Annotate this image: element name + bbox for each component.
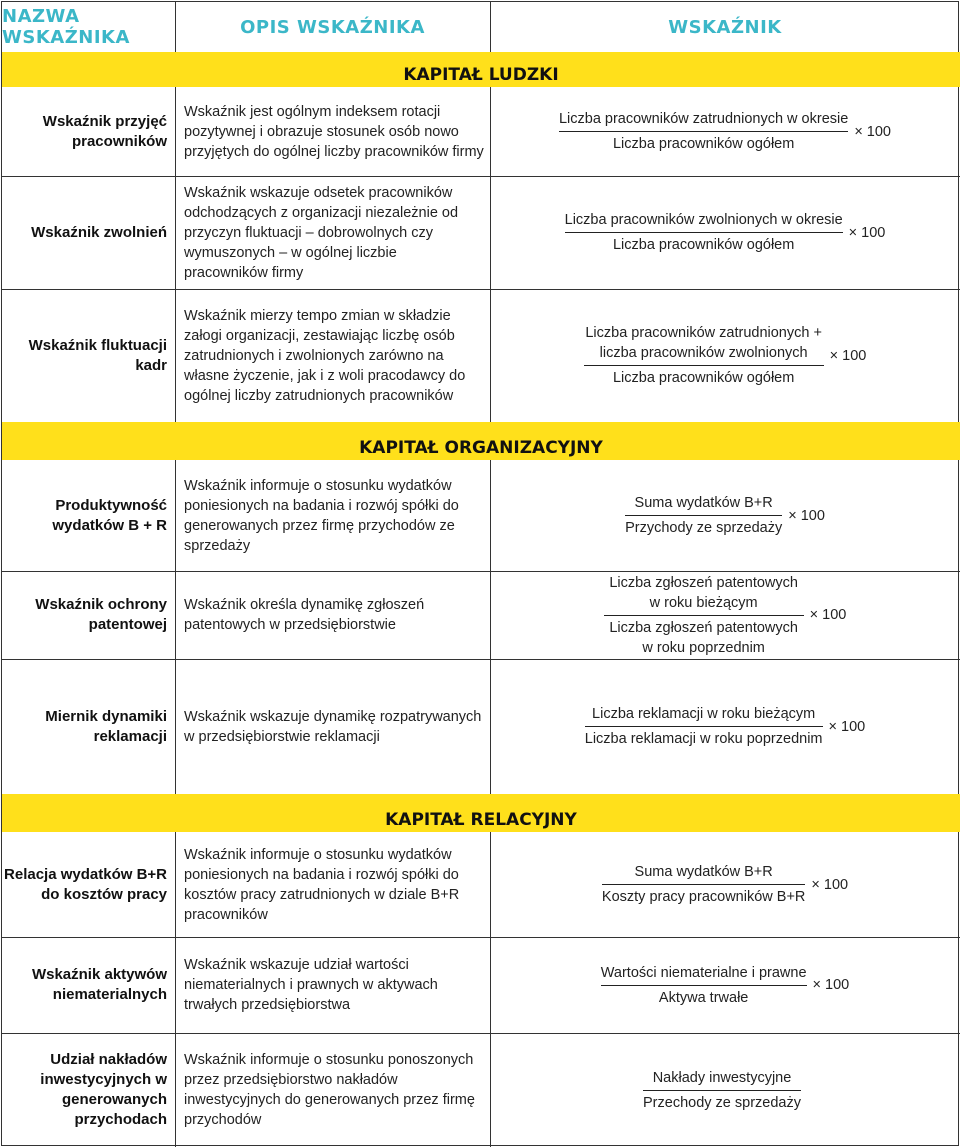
indicator-description: Wskaźnik jest ogólnym indeksem rotacji pozytywnej i obrazuje stosunek osób nowo przyjętych do ogólnej liczby pracowników firmy bbox=[184, 103, 484, 160]
fraction-bar bbox=[604, 615, 804, 616]
formula-fraction bbox=[602, 862, 805, 907]
table-row bbox=[2, 460, 960, 571]
table-row bbox=[2, 937, 960, 1033]
indicator-name: Miernik dynamiki reklamacji bbox=[45, 707, 167, 745]
formula-numerator: Suma wydatków B+R bbox=[634, 864, 773, 880]
header-formula: WSKAŹNIK bbox=[668, 16, 782, 38]
column-divider bbox=[175, 1033, 176, 1147]
formula-fraction bbox=[604, 573, 804, 658]
indicator-name: Wskaźnik aktywów niematerialnych bbox=[31, 966, 167, 1003]
formula-denominator: Przechody ze sprzedaży bbox=[643, 1094, 801, 1111]
column-divider bbox=[175, 937, 176, 1033]
table-row bbox=[2, 571, 960, 659]
column-divider bbox=[490, 1033, 491, 1147]
indicator-formula bbox=[490, 659, 960, 794]
formula-multiplier: × 100 bbox=[828, 718, 866, 735]
column-divider bbox=[490, 937, 491, 1033]
column-divider bbox=[175, 460, 176, 571]
column-divider bbox=[175, 571, 176, 659]
column-divider bbox=[490, 2, 491, 52]
indicator-name: Wskaźnik fluktuacji kadr bbox=[28, 336, 167, 374]
column-divider bbox=[490, 176, 491, 289]
formula-multiplier: × 100 bbox=[809, 607, 847, 623]
formula-multiplier: × 100 bbox=[854, 123, 892, 140]
fraction-bar bbox=[643, 1090, 801, 1091]
indicator-description: Wskaźnik mierzy tempo zmian w składzie załogi organizacji, zestawiając liczbę osób zatrudnionych i zwolnionych zarówno na własne życzenie, jak i z woli pracodawcy do ogólnej liczby zatrudnionych pracowników bbox=[184, 307, 466, 404]
formula-denominator: Liczba pracowników ogółem bbox=[612, 136, 795, 152]
indicator-formula bbox=[490, 571, 960, 659]
table-row bbox=[2, 832, 960, 937]
fraction-bar bbox=[601, 985, 807, 986]
table-row bbox=[2, 289, 960, 422]
section-title: KAPITAŁ LUDZKI bbox=[2, 52, 960, 87]
indicator-description: Wskaźnik wskazuje dynamikę rozpatrywanych w przedsiębiorstwie reklamacji bbox=[184, 708, 482, 745]
fraction-bar bbox=[602, 884, 805, 885]
formula-denominator: Liczba reklamacji w roku poprzednim bbox=[584, 731, 823, 747]
column-divider bbox=[490, 571, 491, 659]
formula-denominator: Liczba pracowników ogółem bbox=[612, 370, 795, 386]
indicator-description: Wskaźnik informuje o stosunku ponoszonych przez przedsiębiorstwo nakładów inwestycyjnych do generowanych przez firmę przychodów bbox=[184, 1052, 475, 1128]
formula-numerator: Wartości niematerialne i prawne bbox=[600, 964, 807, 981]
column-divider bbox=[490, 289, 491, 422]
column-divider bbox=[175, 87, 176, 176]
section-title: KAPITAŁ ORGANIZACYJNY bbox=[2, 422, 960, 460]
indicator-name: Udział nakładów inwestycyjnych w generowanych przychodach bbox=[40, 1051, 167, 1128]
section-title: KAPITAŁ RELACYJNY bbox=[2, 794, 960, 832]
formula-numerator: Liczba pracowników zwolnionych w okresie bbox=[564, 212, 843, 228]
column-divider bbox=[175, 289, 176, 422]
header-name: NAZWA WSKAŹNIKA bbox=[2, 6, 130, 48]
formula-multiplier: × 100 bbox=[829, 347, 867, 364]
fraction-bar bbox=[559, 131, 848, 132]
column-divider bbox=[490, 460, 491, 571]
indicator-name: Produktywność wydatków B + R bbox=[52, 496, 167, 534]
formula-fraction bbox=[584, 323, 824, 388]
indicator-name: Wskaźnik zwolnień bbox=[31, 223, 167, 241]
formula-denominator: Koszty pracy pracowników B+R bbox=[601, 889, 806, 905]
indicator-name: Relacja wydatków B+R do kosztów pracy bbox=[4, 865, 167, 903]
indicator-description: Wskaźnik informuje o stosunku wydatków poniesionych na badania i rozwój spółki do kosztów pracy zatrudnionych w dziale B+R pracowników bbox=[184, 846, 460, 923]
indicator-formula bbox=[490, 460, 960, 571]
indicator-description: Wskaźnik informuje o stosunku wydatków poniesionych na badania i rozwój spółki do generowanych przez firmę przychodów ze sprzedaży bbox=[184, 477, 459, 554]
indicator-formula bbox=[490, 937, 960, 1033]
indicator-formula bbox=[490, 1033, 960, 1147]
formula-fraction bbox=[559, 109, 848, 154]
formula-multiplier: × 100 bbox=[811, 876, 849, 893]
indicator-formula bbox=[490, 176, 960, 289]
column-divider bbox=[175, 832, 176, 937]
formula-fraction bbox=[585, 704, 823, 749]
formula-denominator: Przychody ze sprzedaży bbox=[625, 520, 783, 536]
formula-numerator: Liczba zgłoszeń patentowych w roku bieżącym bbox=[609, 574, 798, 611]
fraction-bar bbox=[565, 232, 843, 233]
indicator-table bbox=[1, 1, 959, 1146]
table-row bbox=[2, 659, 960, 794]
formula-multiplier: × 100 bbox=[848, 224, 886, 241]
formula-denominator: Aktywa trwałe bbox=[658, 989, 749, 1006]
formula-numerator: Nakłady inwestycyjne bbox=[652, 1069, 792, 1086]
formula-denominator: Liczba zgłoszeń patentowych w roku poprzednim bbox=[609, 619, 798, 656]
indicator-formula bbox=[490, 289, 960, 422]
column-divider bbox=[175, 176, 176, 289]
formula-numerator: Liczba pracowników zatrudnionych w okresie bbox=[558, 111, 849, 127]
formula-numerator: Suma wydatków B+R bbox=[634, 495, 773, 511]
fraction-bar bbox=[625, 515, 782, 516]
table-row bbox=[2, 176, 960, 289]
indicator-name: Wskaźnik ochrony patentowej bbox=[35, 596, 167, 633]
formula-multiplier: × 100 bbox=[812, 977, 850, 993]
formula-fraction bbox=[643, 1068, 801, 1113]
formula-denominator: Liczba pracowników ogółem bbox=[612, 237, 795, 253]
formula-fraction bbox=[625, 493, 782, 538]
formula-numerator: Liczba pracowników zatrudnionych + liczba pracowników zwolnionych bbox=[585, 325, 822, 361]
column-divider bbox=[490, 659, 491, 794]
column-divider bbox=[490, 87, 491, 176]
indicator-formula bbox=[490, 87, 960, 176]
formula-fraction bbox=[565, 210, 843, 255]
fraction-bar bbox=[584, 365, 824, 366]
indicator-description: Wskaźnik wskazuje udział wartości niematerialnych i prawnych w aktywach trwałych przedsiębiorstwa bbox=[184, 957, 438, 1013]
column-divider bbox=[175, 2, 176, 52]
table-row bbox=[2, 1033, 960, 1147]
indicator-name: Wskaźnik przyjęć pracowników bbox=[42, 112, 167, 150]
column-divider bbox=[175, 659, 176, 794]
table-row bbox=[2, 87, 960, 176]
indicator-formula bbox=[490, 832, 960, 937]
column-divider bbox=[490, 832, 491, 937]
header-description: OPIS WSKAŹNIKA bbox=[240, 16, 425, 38]
formula-multiplier: × 100 bbox=[788, 507, 825, 524]
formula-numerator: Liczba reklamacji w roku bieżącym bbox=[592, 706, 816, 722]
formula-fraction bbox=[601, 963, 807, 1008]
indicator-description: Wskaźnik wskazuje odsetek pracowników odchodzących z organizacji niezależnie od przyczyn fluktuacji – dobrowolnych czy wymuszonych – w ogólnej liczbie pracowników firmy bbox=[184, 184, 459, 281]
fraction-bar bbox=[585, 726, 823, 727]
indicator-description: Wskaźnik określa dynamikę zgłoszeń patentowych w przedsiębiorstwie bbox=[184, 597, 425, 633]
